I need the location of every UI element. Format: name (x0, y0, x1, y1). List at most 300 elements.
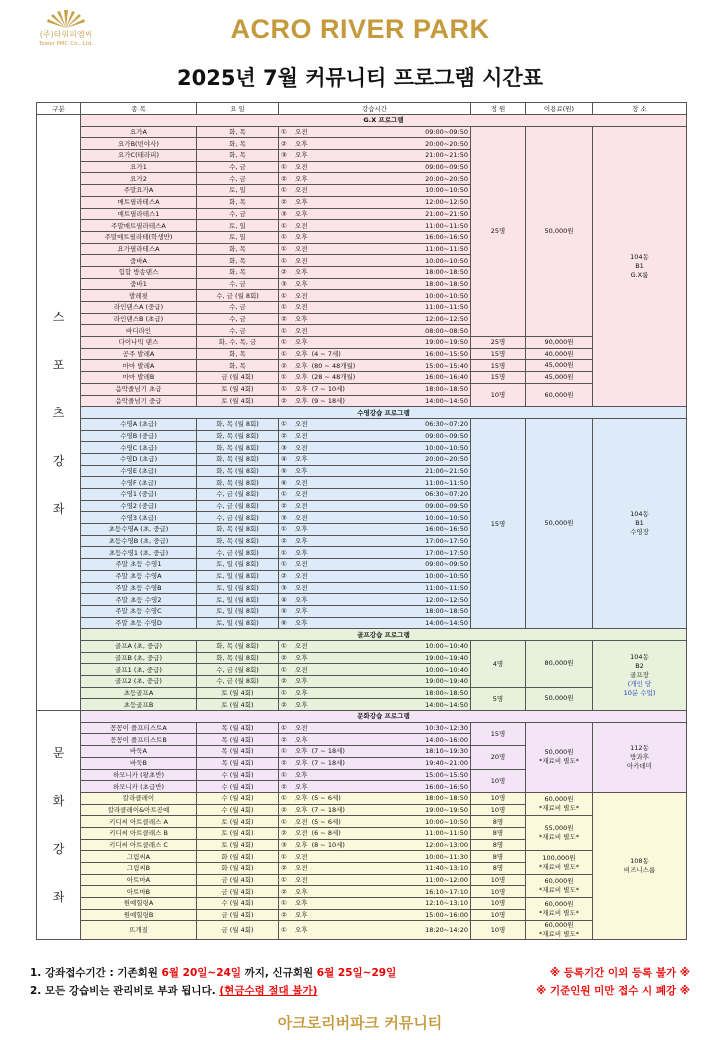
time-range: 15:00~15:50 (425, 770, 468, 779)
time-cell (279, 921, 471, 940)
capacity: 10명 (471, 769, 526, 792)
table-row (37, 792, 687, 804)
weekday: 화, 목 (197, 360, 279, 372)
fee-note: *재료비 별도* (539, 885, 579, 894)
weekday: 토 (월 4회) (197, 839, 279, 851)
weekday: 화, 목 (월 8회) (197, 477, 279, 489)
time-cell (279, 173, 471, 185)
footer-warning-1: ※ 등록기간 이외 등록 불가 ※ (549, 967, 690, 979)
am-pm: 오후 (295, 926, 308, 935)
am-pm: 오후 (295, 396, 308, 405)
am-pm: 오후 (295, 618, 308, 627)
program-name: 그림씨B (81, 863, 197, 875)
am-pm: 오전 (295, 513, 308, 522)
program-name: 꽁꽁이 플프티스트A (81, 722, 197, 734)
program-name: 뜨개질 (81, 921, 197, 940)
time-cell (279, 547, 471, 559)
time-cell (279, 266, 471, 278)
time-cell (279, 652, 471, 664)
session-number: ② (281, 735, 287, 744)
brand-name: ACRO RIVER PARK (230, 14, 490, 44)
time-cell (279, 827, 471, 839)
weekday: 수, 금 (197, 208, 279, 220)
age-note: (7 ~ 18세) (311, 759, 345, 768)
time-cell (279, 792, 471, 804)
capacity: 15명 (471, 348, 526, 360)
time-cell (279, 676, 471, 688)
program-name: 주말 초등 수영1 (81, 559, 197, 571)
time-cell (279, 126, 471, 138)
time-range: 18:20~14:20 (425, 926, 468, 935)
am-pm: 오후 (295, 361, 308, 370)
am-pm: 오후 (295, 350, 308, 359)
weekday: 토, 일 (월 8회) (197, 617, 279, 629)
session-number: ③ (281, 209, 287, 218)
program-name: 초등수영A (초, 중급) (81, 524, 197, 536)
time-cell (279, 337, 471, 349)
fee-value: 50,000원 (544, 748, 574, 757)
session-number: ③ (281, 513, 287, 522)
session-number: ① (281, 221, 287, 230)
fee-cell (526, 792, 593, 815)
capacity: 8명 (471, 839, 526, 851)
fee-value: 60,000원 (544, 876, 574, 885)
am-pm: 오후 (295, 899, 308, 908)
fee-cell (526, 921, 593, 940)
am-pm: 오후 (295, 770, 308, 779)
place-cell (593, 722, 687, 792)
place-line: 112동 (630, 743, 649, 752)
weekday: 화 (월 4회) (197, 851, 279, 863)
program-name: 요가2 (81, 173, 197, 185)
time-cell (279, 769, 471, 781)
program-name: 수영3 (초급) (81, 512, 197, 524)
time-range: 21:00~21:50 (425, 466, 468, 475)
capacity: 10명 (471, 383, 526, 406)
program-name: 음악줄넘기 중급 (81, 395, 197, 407)
time-range: 09:00~09:50 (425, 128, 468, 137)
program-name: 키디씨 아트클래스 C (81, 839, 197, 851)
program-name: 다이나믹 댄스 (81, 337, 197, 349)
am-pm: 오전 (295, 572, 308, 581)
section-title: 문화강습 프로그램 (81, 711, 687, 723)
time-cell (279, 383, 471, 395)
am-pm: 오전 (295, 490, 308, 499)
program-name: 수영C (초급) (81, 442, 197, 454)
fee-cell (526, 383, 593, 406)
session-number: ① (281, 548, 287, 557)
fee-cell (526, 816, 593, 851)
program-name: 주말 초등 수영2 (81, 594, 197, 606)
session-number: ① (281, 490, 287, 499)
session-number: ① (281, 244, 287, 253)
program-name: 초등골프A (81, 687, 197, 699)
am-pm: 오전 (295, 244, 308, 253)
session-number: ② (281, 174, 287, 183)
footer-date-existing: 6월 20일~24일 (161, 967, 241, 979)
am-pm: 오전 (295, 163, 308, 172)
weekday: 토, 일 (월 8회) (197, 594, 279, 606)
am-pm: 오후 (295, 338, 308, 347)
time-cell (279, 196, 471, 208)
session-number: ① (281, 291, 287, 300)
am-pm: 오전 (295, 128, 308, 137)
weekday: 수, 금 (월 8회) (197, 547, 279, 559)
am-pm: 오전 (295, 256, 308, 265)
weekday: 수, 금 (월 8회) (197, 676, 279, 688)
am-pm: 오전 (295, 864, 308, 873)
weekday: 수, 금 (월 8회) (197, 500, 279, 512)
time-range: 10:00~10:50 (425, 572, 468, 581)
weekday: 수 (월 4회) (197, 769, 279, 781)
time-cell (279, 243, 471, 255)
session-number: ① (281, 420, 287, 429)
time-cell (279, 886, 471, 898)
time-range: 06:30~07:20 (425, 420, 468, 429)
place-cell (593, 792, 687, 940)
weekday: 토, 일 (월 8회) (197, 559, 279, 571)
footer-date-new: 6월 25일~29일 (316, 967, 397, 979)
program-name: 주말 초등 수영A (81, 570, 197, 582)
weekday: 화, 목 (월 8회) (197, 640, 279, 652)
time-range: 12:00~13:00 (425, 840, 468, 849)
time-range: 06:30~07:20 (425, 490, 468, 499)
program-name: 초등골프B (81, 699, 197, 711)
program-name: 라인댄스A (중급) (81, 302, 197, 314)
fee-value: 45,000원 (544, 372, 574, 381)
am-pm: 오후 (295, 548, 308, 557)
capacity: 10명 (471, 792, 526, 804)
fee-value: 80,000원 (544, 659, 574, 668)
am-pm: 오전 (295, 829, 308, 838)
session-number: ① (281, 852, 287, 861)
table-row (37, 921, 687, 940)
session-number: ③ (281, 279, 287, 288)
time-cell (279, 559, 471, 571)
session-number: ② (281, 782, 287, 791)
am-pm: 오전 (295, 478, 308, 487)
fee-cell (526, 851, 593, 874)
time-cell (279, 909, 471, 921)
session-number: ② (281, 911, 287, 920)
session-number: ③ (281, 583, 287, 592)
schedule-table (36, 102, 687, 940)
weekday: 토 (월 4회) (197, 827, 279, 839)
logo-english-name: Tower PMC Co., Ltd. (38, 41, 94, 47)
capacity: 8명 (471, 816, 526, 828)
program-name: 요가C(테라피) (81, 150, 197, 162)
program-name: 라인댄스B (초급) (81, 313, 197, 325)
session-number: ② (281, 139, 287, 148)
program-name: 마마 발레A (81, 360, 197, 372)
program-name: 주말요가A (81, 185, 197, 197)
capacity: 20명 (471, 746, 526, 769)
am-pm: 오후 (295, 607, 308, 616)
time-cell (279, 640, 471, 652)
col-header: 이용료(원) (526, 103, 593, 115)
program-name: 수영1 (중급) (81, 489, 197, 501)
session-number: ① (281, 350, 287, 359)
program-name: 요가필라테스A (81, 243, 197, 255)
time-range: 10:00~10:40 (425, 665, 468, 674)
time-range: 10:00~10:50 (425, 186, 468, 195)
time-range: 11:00~12:00 (425, 876, 468, 885)
program-name: 키디씨 아트클래스 B (81, 827, 197, 839)
session-number: ① (281, 817, 287, 826)
am-pm: 오전 (295, 420, 308, 429)
time-range: 18:10~19:30 (425, 747, 468, 756)
fee-value: 40,000원 (544, 349, 574, 358)
program-name: 매트필라테스A (81, 196, 197, 208)
fee-note: *재료비 별도* (539, 804, 579, 813)
col-header: 강습시간 (279, 103, 471, 115)
time-cell (279, 220, 471, 232)
capacity: 10명 (471, 898, 526, 910)
session-number: ② (281, 396, 287, 405)
table-row (37, 418, 687, 430)
time-range: 16:00~16:50 (425, 525, 468, 534)
fee-value: 60,000원 (544, 390, 574, 399)
place-note: (개인 당 (627, 680, 652, 688)
time-range: 09:00~09:50 (425, 560, 468, 569)
time-range: 12:10~13:10 (425, 899, 468, 908)
capacity: 15명 (471, 418, 526, 628)
program-name: 원예힐링B (81, 909, 197, 921)
time-range: 15:00~16:00 (425, 911, 468, 920)
session-number: ④ (281, 455, 287, 464)
col-header: 구분 (37, 103, 81, 115)
time-range: 14:00~14:50 (425, 700, 468, 709)
program-name: 칼라클레이 (81, 792, 197, 804)
place-cell (593, 126, 687, 407)
time-cell (279, 617, 471, 629)
time-cell (279, 372, 471, 384)
time-cell (279, 348, 471, 360)
program-name: 수영E (초급) (81, 465, 197, 477)
am-pm: 오후 (295, 268, 308, 277)
time-range: 16:00~16:50 (425, 782, 468, 791)
session-number: ① (281, 303, 287, 312)
session-number: ① (281, 338, 287, 347)
col-header: 정 원 (471, 103, 526, 115)
program-name: 줌바A (81, 255, 197, 267)
weekday: 화, 목 (월 8회) (197, 418, 279, 430)
session-number: ② (281, 864, 287, 873)
weekday: 화, 목 (197, 150, 279, 162)
program-name: 하모니카 (초급반) (81, 781, 197, 793)
time-range: 09:00~09:50 (425, 163, 468, 172)
program-name: 수영A (초급) (81, 418, 197, 430)
table-row (37, 722, 687, 734)
session-number: ① (281, 128, 287, 137)
program-name: 아트마B (81, 886, 197, 898)
time-range: 21:00~21:50 (425, 209, 468, 218)
capacity: 10명 (471, 804, 526, 816)
program-name: 바디라인 (81, 325, 197, 337)
place-line: 골프장 (630, 671, 649, 679)
weekday: 수, 금 (197, 161, 279, 173)
am-pm: 오후 (295, 595, 308, 604)
weekday: 화, 목 (197, 243, 279, 255)
am-pm: 오전 (295, 221, 308, 230)
place-line: B2 (635, 662, 644, 670)
program-name: 골프B (초, 중급) (81, 652, 197, 664)
time-range: 14:00~14:50 (425, 618, 468, 627)
section-header-row (37, 711, 687, 723)
time-cell (279, 150, 471, 162)
time-cell (279, 442, 471, 454)
weekday: 수 (월 4회) (197, 804, 279, 816)
table-row (37, 874, 687, 886)
time-range: 18:00~18:50 (425, 794, 468, 803)
am-pm: 오후 (295, 233, 308, 242)
category-char: 화 (52, 794, 65, 809)
weekday: 토, 일 (197, 220, 279, 232)
place-line: 비즈니스룸 (623, 866, 656, 875)
weekday: 화, 목 (월 8회) (197, 442, 279, 454)
time-cell (279, 804, 471, 816)
program-name: 줌바1 (81, 278, 197, 290)
weekday: 수, 금 (월 8회) (197, 489, 279, 501)
col-header: 종 목 (81, 103, 197, 115)
weekday: 목 (월 4회) (197, 734, 279, 746)
time-cell (279, 874, 471, 886)
am-pm: 오후 (295, 151, 308, 160)
program-name: 요가B(빈야사) (81, 138, 197, 150)
time-cell (279, 489, 471, 501)
program-name: 골프A (초, 중급) (81, 640, 197, 652)
program-name: 골프2 (초, 중급) (81, 676, 197, 688)
am-pm: 오전 (295, 665, 308, 674)
am-pm: 오후 (295, 911, 308, 920)
weekday: 토 (월 4회) (197, 816, 279, 828)
time-cell (279, 605, 471, 617)
session-number: ① (281, 899, 287, 908)
am-pm: 오후 (295, 174, 308, 183)
capacity: 8명 (471, 827, 526, 839)
session-number: ① (281, 747, 287, 756)
session-number: ⑤ (281, 466, 287, 475)
time-cell (279, 185, 471, 197)
weekday: 수, 금 (197, 173, 279, 185)
program-name: 마마 발레B (81, 372, 197, 384)
age-note: (5 ~ 6세) (311, 794, 341, 803)
footer-text: 까지, 신규회원 (240, 967, 317, 979)
age-note: (8 ~ 10세) (311, 840, 345, 849)
am-pm: 오후 (295, 700, 308, 709)
session-number: ② (281, 361, 287, 370)
age-note: (7 ~ 18세) (311, 805, 345, 814)
am-pm: 오후 (295, 805, 308, 814)
weekday: 수, 금 (월 8회) (197, 664, 279, 676)
capacity: 8명 (471, 863, 526, 875)
session-number: ② (281, 268, 287, 277)
fee-value: 50,000원 (544, 519, 574, 528)
time-cell (279, 465, 471, 477)
session-number: ② (281, 677, 287, 686)
section-title: 수영강습 프로그램 (81, 407, 687, 419)
time-cell (279, 781, 471, 793)
time-range: 17:00~17:50 (425, 548, 468, 557)
am-pm: 오전 (295, 852, 308, 861)
time-cell (279, 757, 471, 769)
time-range: 19:40~21:00 (425, 759, 468, 768)
time-range: 10:00~10:50 (425, 513, 468, 522)
table-row (37, 348, 687, 360)
time-range: 08:00~08:50 (425, 326, 468, 335)
session-number: ① (281, 525, 287, 534)
weekday: 화, 수, 목, 금 (197, 337, 279, 349)
place-line: 아카데미 (626, 761, 653, 770)
time-range: 10:00~10:50 (425, 443, 468, 452)
session-number: ① (281, 770, 287, 779)
time-range: 16:00~16:50 (425, 233, 468, 242)
capacity: 15명 (471, 360, 526, 372)
am-pm: 오후 (295, 887, 308, 896)
time-range: 20:00~20:50 (425, 455, 468, 464)
place-line: 수영장 (630, 528, 649, 537)
session-number: ④ (281, 595, 287, 604)
time-range: 19:00~19:40 (425, 653, 468, 662)
category-char: 문 (52, 746, 65, 761)
weekday: 화, 목 (197, 255, 279, 267)
program-name: 음악줄넘기 초급 (81, 383, 197, 395)
table-row (37, 372, 687, 384)
time-range: 11:00~11:50 (425, 221, 468, 230)
time-cell (279, 722, 471, 734)
fee-value: 60,000원 (544, 900, 574, 909)
category-char: 츠 (52, 405, 65, 420)
weekday: 토, 일 (월 8회) (197, 605, 279, 617)
program-name: 주말 초등 수영B (81, 582, 197, 594)
session-number: ② (281, 315, 287, 324)
program-name: 바둑B (81, 757, 197, 769)
category-char: 강 (52, 453, 65, 468)
fee-value: 50,000원 (544, 694, 574, 703)
am-pm: 오후 (295, 782, 308, 791)
session-number: ② (281, 198, 287, 207)
weekday: 화, 목 (월 8회) (197, 430, 279, 442)
capacity: 10명 (471, 874, 526, 886)
fee-cell (526, 898, 593, 921)
time-cell (279, 138, 471, 150)
weekday: 수 (월 4회) (197, 781, 279, 793)
time-range: 21:00~21:50 (425, 151, 468, 160)
am-pm: 오전 (295, 502, 308, 511)
session-number: ① (281, 926, 287, 935)
am-pm: 오후 (295, 735, 308, 744)
table-row (37, 687, 687, 699)
fee-cell (526, 337, 593, 349)
weekday: 수 (월 4회) (197, 792, 279, 804)
am-pm: 오전 (295, 817, 308, 826)
time-cell (279, 535, 471, 547)
fee-note: *재료비 별도* (539, 930, 579, 939)
fee-note: *재료비 별도* (539, 909, 579, 918)
program-name: 꽁꽁이 플프티스트B (81, 734, 197, 746)
program-name: 수영B (중급) (81, 430, 197, 442)
time-range: 20:00~20:50 (425, 139, 468, 148)
time-cell (279, 278, 471, 290)
table-row (37, 898, 687, 910)
place-cell (593, 418, 687, 628)
time-range: 16:00~16:40 (425, 373, 468, 382)
session-number: ② (281, 431, 287, 440)
weekday: 화, 목 (197, 196, 279, 208)
weekday: 금 (월 4회) (197, 886, 279, 898)
am-pm: 오전 (295, 724, 308, 733)
time-cell (279, 898, 471, 910)
